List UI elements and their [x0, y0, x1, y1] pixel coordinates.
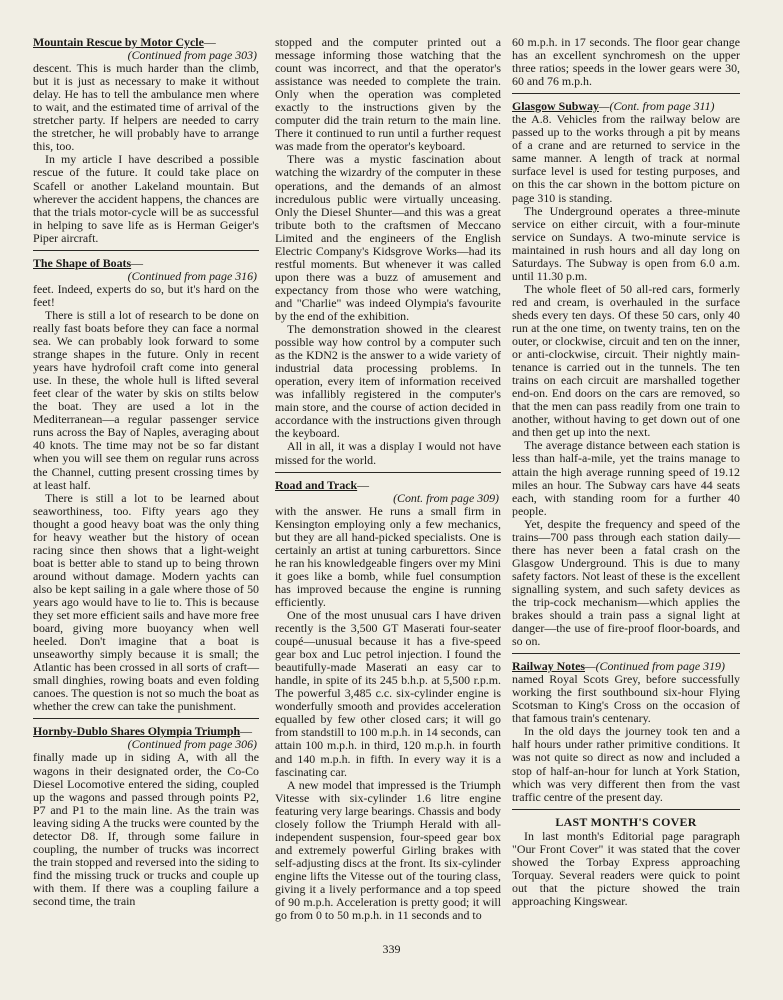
paragraph: finally made up in siding A, with all the wagons in their designated order, the Co-Co Diesel Locomotive entered the siding, coupled up the wagons and passed through points P2, P7 and P1 to the main line. As the train was leaving siding A the trucks were counted by the detector D8. If, through some failure in coupling, the number of trucks was incorrect the train stopped and reversed into the siding to find the missing truck or trucks and couple up with them. If there was a coupling failure a second time, the train [33, 750, 259, 908]
continued-note: — [240, 724, 253, 739]
article-section [512, 100, 740, 648]
article-title: Mountain Rescue by Motor Cycle [33, 35, 204, 49]
column-rule [33, 250, 259, 251]
article-section [275, 479, 501, 923]
column-rule [512, 93, 740, 94]
text-column-1 [33, 36, 259, 908]
article-header [275, 479, 501, 492]
continued-note: —(Cont. from page 311) [598, 99, 715, 114]
continued-note: — [203, 35, 216, 49]
article-title: Glasgow Subway [512, 99, 599, 114]
paragraph: The whole fleet of 50 all-red cars, formerly red and cream, is overhauled in the surface sheds every ten days. Of these 50 cars, only 40 run at the one time, on twenty trains, ten on the outer, or clockwise, circuit and ten on the inner, or anti-clockwise, circuit. Their nightly maintenance is carried out in the tunnels. The ten trains on each circuit are marshalled together end-on. End doors on the cars are removed, so that the men can pass readily from one train to another, without having to get down out of one and then get up into the next. [512, 281, 740, 440]
column-rule [33, 718, 259, 719]
continued-note: —(Continued from page 319) [585, 659, 725, 674]
continued-note: — [131, 255, 144, 270]
paragraph: In the old days the journey took ten and a half hours under rather primitive conditions. It was not quite so direct as now and included a stop of half-an-hour for lunch at York Station, which was very different then from the vast traffic centre of the present day. [512, 724, 740, 804]
paragraph: stopped and the computer printed out a message informing those watching that the count was incorrect, and that the operator's assistance was needed to complete the train. Only when the operation was completed exactly to the instructions given by the computer did the train return to the main line. There it continued to run until a further request was made from the operator's keyboard. [275, 35, 501, 154]
paragraph: with the answer. He runs a small firm in Kensington employing only a few mechanics, but they are all hand-picked specialists. One is certainly an artist at tuning carburettors. Since he ran his knowledgeable fingers over my Mini it goes like a bomb, while fuel consumption has improved because the engine is running efficiently. [275, 503, 501, 609]
article-section [512, 36, 740, 88]
paragraph: All in all, it was a display I would not have missed for the world. [275, 439, 501, 467]
paragraph: There was a mystic fascination about watching the wizardry of the computer in these operations, and the demands of an almost incredulous public were virtually unceasing. Only the Diesel Shunter—and this was a great tribute both to the craftsmen of Meccano Limited and the engineers of the English Electric Company's Kidsgrove Works—had its restful moments. But whenever it was called upon there was a buzz of amusement and expectancy from those who were watching, and "Charlie" was indeed Olympia's favourite by the end of the exhibition. [275, 152, 501, 323]
article-section [512, 816, 740, 908]
paragraph: The demonstration showed in the clearest possible way how control by a computer such as the KDN2 is the answer to a wide variety of industrial data processing problems. In operation, every item of information received was infallibly registered in the computer's main store, and the course of action decided in accordance with the instructions given through the keyboard. [275, 322, 501, 441]
article-header [33, 257, 259, 270]
article-section [275, 36, 501, 467]
text-column-3 [512, 36, 740, 908]
article-section [512, 660, 740, 804]
continued-from-note: (Continued from page 306) [127, 737, 257, 752]
column-rule [512, 809, 740, 810]
section-heading: LAST MONTH'S COVER [555, 814, 697, 829]
paragraph: feet. Indeed, experts do so, but it's hard on the feet! [33, 281, 259, 309]
paragraph: A new model that impressed is the Triumph Vitesse with six-cylinder 1.6 litre engine featuring very large bearings. Chassis and body closely follow the Triumph Herald with all-independent suspension, four-speed gear box and extremely powerful Girling brakes with self-adjusting discs at the front. Its six-cylinder engine lifts the Vitesse out of the touring class, giving it a lively performance and a top speed of 90 m.p.h. Acceleration is pretty good; it will go from 0 to 50 m.p.h. in 11 seconds and to [275, 777, 501, 923]
article-title: Road and Track [275, 477, 358, 492]
page-number: 339 [382, 942, 401, 956]
paragraph: Yet, despite the frequency and speed of the trains—700 pass through each station daily—there has never been a fatal crash on the Glasgow Underground. This is due to many safety factors. Not least of these is the excellent signalling system, and such safety devices as the trip-cock mechanism—which applies the brakes should a train pass a signal light at danger—the use of fire-proof floor-boards, and so on. [512, 516, 740, 649]
text-column-2 [275, 36, 501, 922]
paragraph: the A.8. Vehicles from the railway below are passed up to the works through a pit by means of a crane and are returned to service in the same manner. A length of track at normal surface level is used for testing purposes, and on this the car shown in the bottom picture on page 310 is standing. [512, 112, 740, 205]
column-rule [512, 653, 740, 654]
paragraph: The Underground operates a three-minute service on either circuit, with a four-minute service on Sundays. A two-minute service is maintained in rush hours and all day long on Saturdays. The Subway is open from 6.0 a.m. until 11.30 p.m. [512, 203, 740, 283]
article-section [33, 36, 259, 245]
paragraph: 60 m.p.h. in 17 seconds. The floor gear change has an excellent synchromesh on the upper three ratios; speeds in the lower gears were 30, 60 and 76 m.p.h. [512, 35, 740, 89]
article-title: Hornby-Dublo Shares Olympia Triumph [33, 724, 241, 739]
paragraph: The average distance between each station is less than half-a-mile, yet the trains manage to attain the high average running speed of 19.12 miles an hour. The Subway cars have 44 seats each, with standing room for a further 40 people. [512, 438, 740, 518]
paragraph: One of the most unusual cars I have driven recently is the 3,500 GT Maserati four-seater coupé—unusual because it has a five-speed gear box and Luc petrol injection. I found the beautifully-made Maserati an easy car to handle, in spite of its 245 b.h.p. at 5,500 r.p.m. The powerful 3,485 c.c. six-cylinder engine is wonderfully smooth and provides acceleration equalled by few other closed cars; it will go from standstill to 100 m.p.h. in 14 seconds, can attain 100 m.p.h. in third, 120 m.p.h. in fourth and 140 m.p.h. in fifth. In every way it is a fascinating car. [275, 608, 501, 779]
paragraph: named Royal Scots Grey, before successfully working the first southbound six-hour Flying Scotsman to King's Cross on the occasion of that famous train's centenary. [512, 672, 740, 726]
paragraph: There is still a lot to be learned about seaworthiness, too. Fifty years ago they thought a good heavy boat was the only thing for heavy weather but the history of ocean racing since then shows that a light-weight boat is better able to stand up to being thrown around without damage. Modern yachts can also be kept sailing in a gale where those of 50 years ago would have to lie to. This is because they set more efficient sails and have more free board, giving more buoyancy when well heeled. Don't imagine that a boat is unseaworthy simply because it is small; the Atlantic has been crossed in all sorts of craft—small dinghies, rowing boats and even folding canoes. The question is not so much the boat as whether the crew can take the punishment. [33, 490, 259, 714]
continued-from-note: (Continued from page 316) [127, 268, 257, 283]
paragraph: In my article I have described a possible rescue of the future. It could take place on Scafell or another Lakeland mountain. But wherever the accident happens, the chances are that the trials motor-cycle will be as successful in helping to save life as is Herman Geiger's Piper aircraft. [33, 152, 259, 245]
article-title: Railway Notes [512, 659, 585, 674]
article-title: The Shape of Boats [33, 255, 132, 270]
article-section [33, 725, 259, 908]
continued-from-note: (Cont. from page 309) [393, 490, 499, 505]
column-rule [275, 472, 501, 473]
continued-from-note: (Continued from page 303) [127, 48, 257, 63]
continued-note: — [357, 477, 370, 492]
article-section [33, 257, 259, 714]
paragraph: In last month's Editorial page paragraph "Our Front Cover" it was stated that the cover showed the Torbay Express approaching Torquay. Several readers were quick to point out that the picture showed the train approaching Kingswear. [512, 828, 740, 908]
paragraph: There is still a lot of research to be done on really fast boats before they can face a normal sea. We can probably look forward to some strange shapes in the future. Only in recent years have hydrofoil craft come into general use. In these, the whole hull is lifted several feet clear of the water by skis on stilts below the boat. They are used a lot in the Mediterranean—a regular passenger service runs across the Bay of Naples, averaging about 40 knots. The time may not be so far distant when you will see them on regular runs across the Channel, cutting present crossing times by at least half. [33, 307, 259, 492]
paragraph: descent. This is much harder than the climb, but it is just as necessary to make it without delay. He has to tell the ambulance men where to wait, and the estimated time of arrival of the stretcher party. If helpers are needed to carry the stretcher, he will probably have to arrange this, too. [33, 61, 259, 154]
